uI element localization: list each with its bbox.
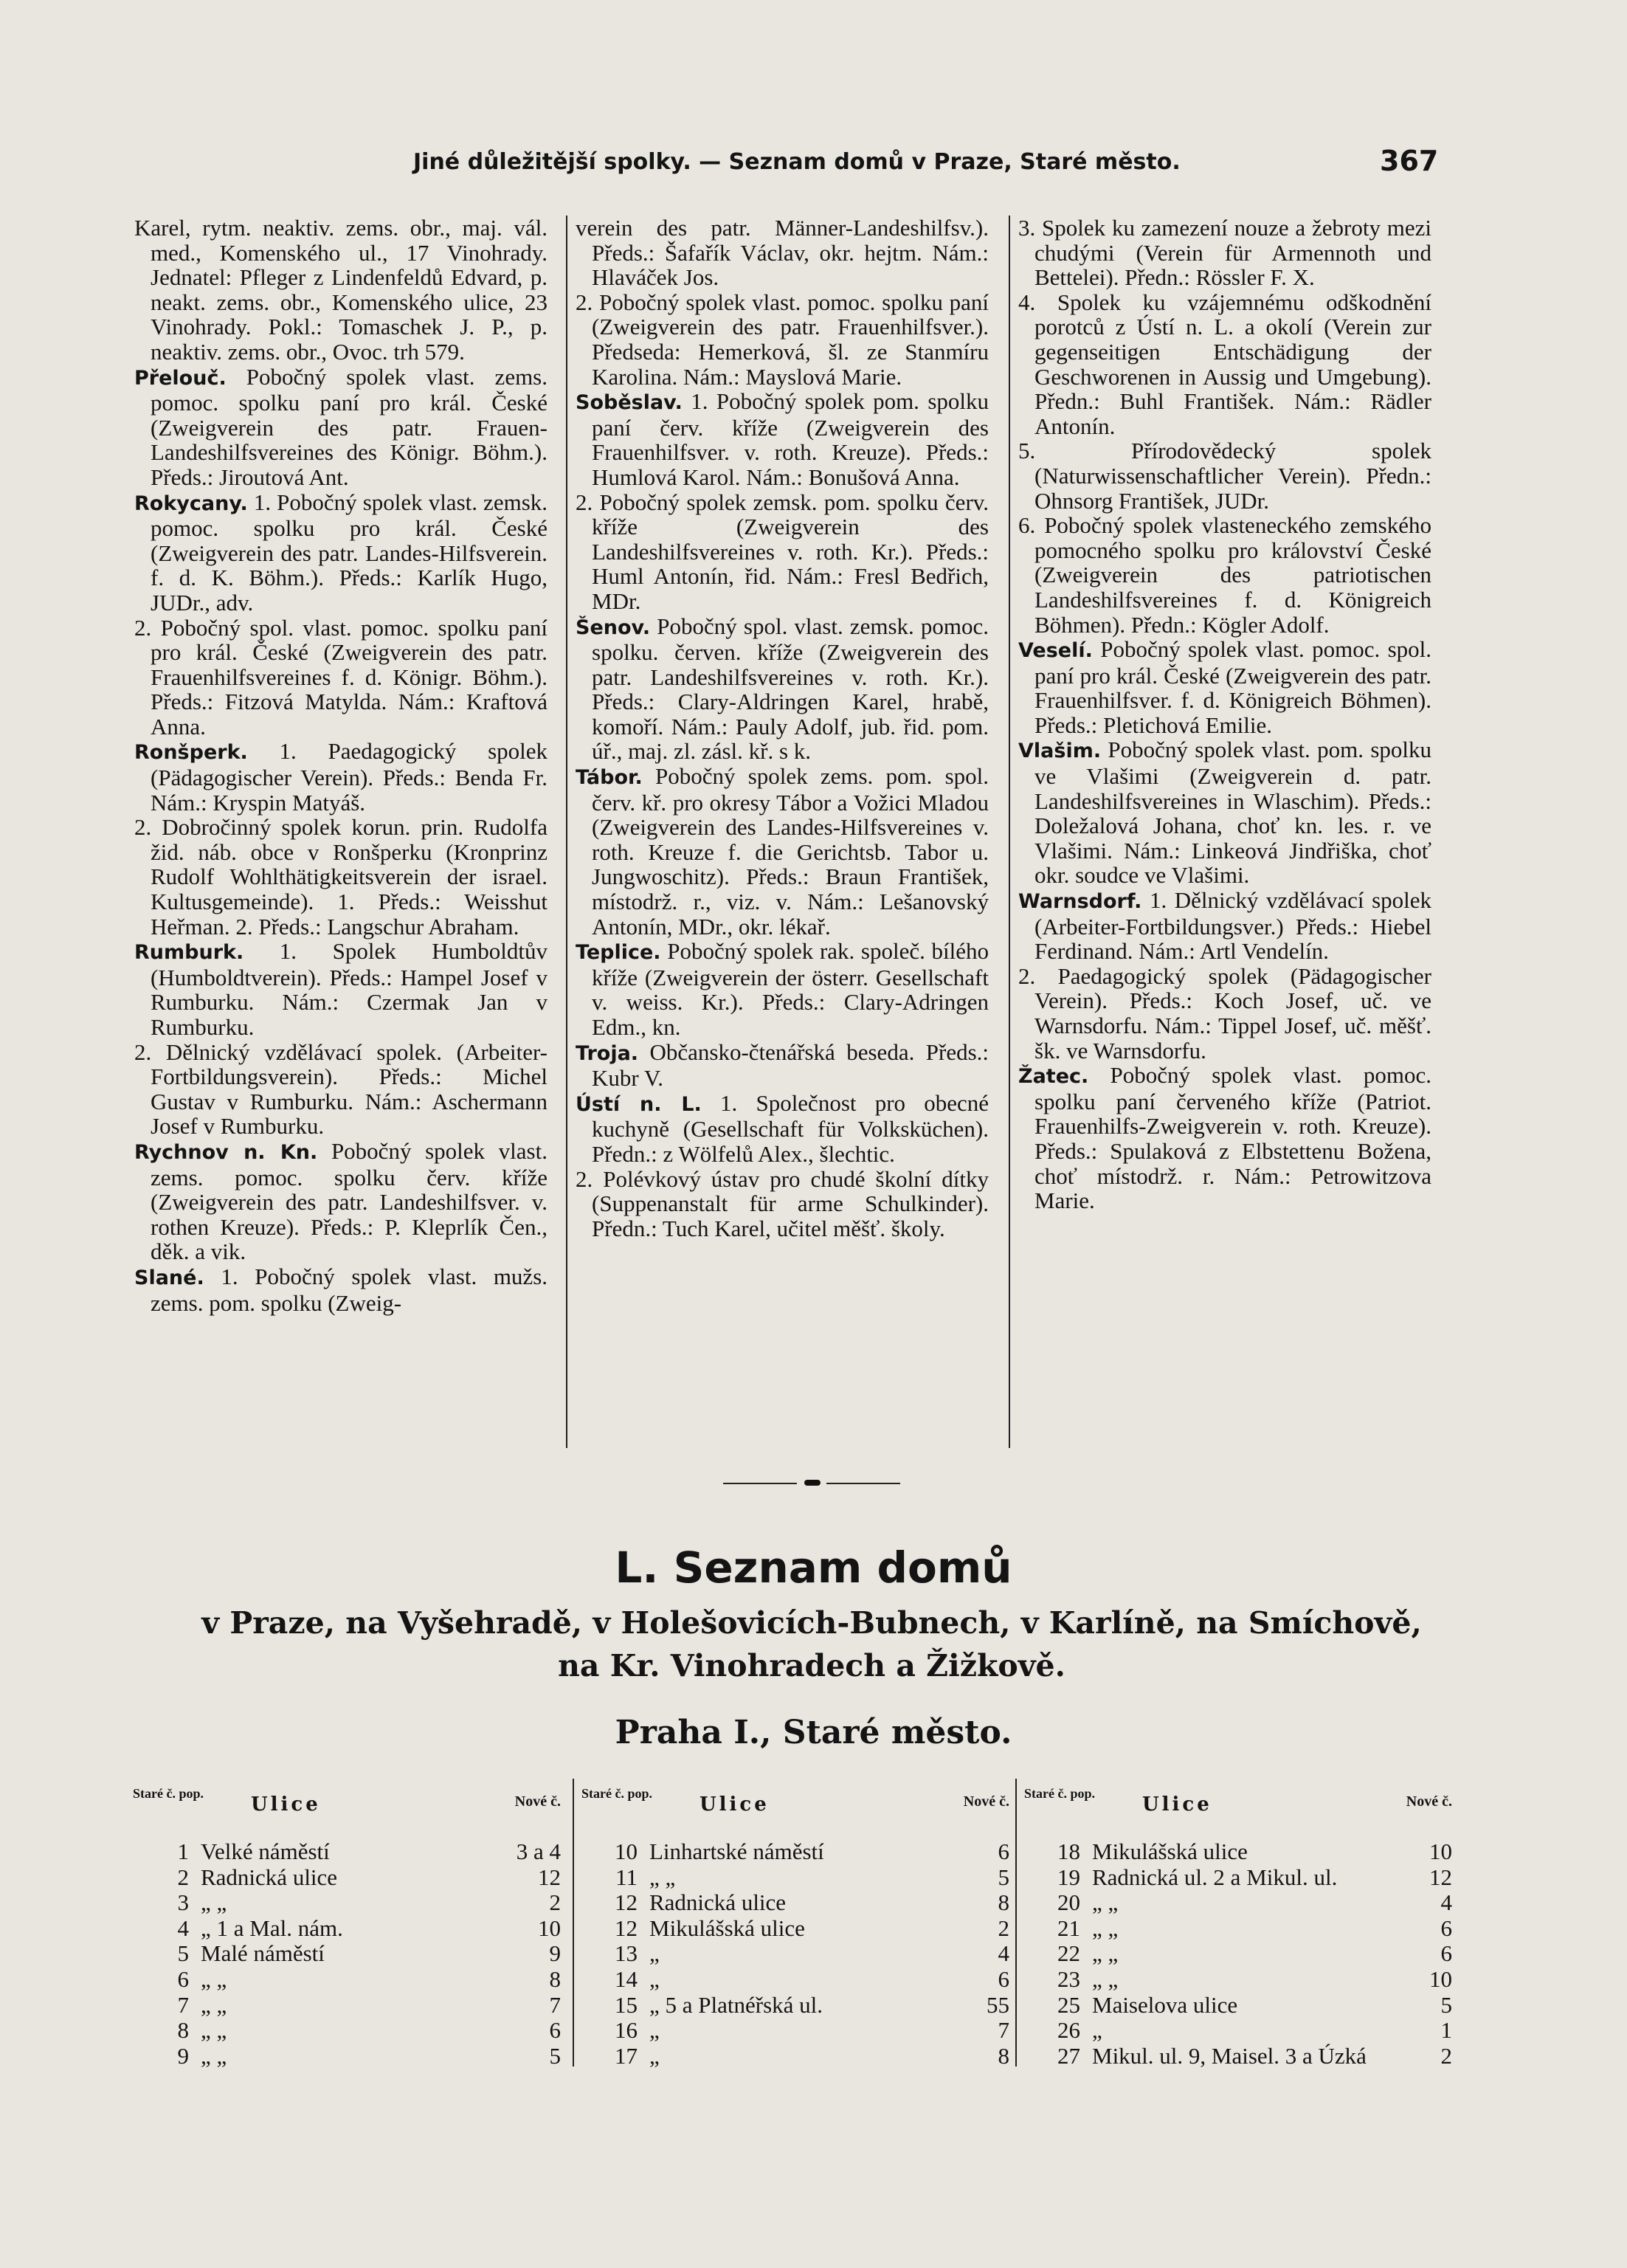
page-number: 367 xyxy=(1380,145,1439,177)
street-name: Linhartské náměstí xyxy=(649,1838,824,1864)
new-number: 7 xyxy=(549,1991,561,2018)
table-row xyxy=(133,1967,561,1993)
table-row xyxy=(1024,2018,1452,2044)
entry-place: Ronšperk. xyxy=(134,741,248,765)
street-name: „ xyxy=(649,1940,660,1967)
old-number: 20 xyxy=(1057,1889,1080,1916)
header-street: Ulice xyxy=(251,1793,321,1816)
entry-text: Pobočný spolek vlast. zems. pomoc. spolku paní pro král. České (Zweigverein des patr. Frauen-Landeshilfsvereines des Königr. Böhm.). Předs.: Jiroutová Ant. xyxy=(151,363,548,490)
entry-place: Rumburk. xyxy=(134,941,244,965)
directory-entry xyxy=(134,1040,547,1139)
directory-entry xyxy=(1018,513,1431,637)
directory-entry xyxy=(134,1139,547,1264)
new-number: 2 xyxy=(998,1914,1009,1941)
street-name: Malé náměstí xyxy=(201,1940,325,1967)
directory-entry xyxy=(576,290,989,389)
street-name: „ „ xyxy=(201,2042,227,2069)
old-number: 12 xyxy=(615,1914,638,1941)
old-number: 27 xyxy=(1057,2042,1080,2069)
entry-text: Pobočný spolek vlast. zems. pomoc. spolku červ. kříže (Zweigverein des patr. Landeshilfsver. v. rothen Kreuze). Předs.: P. Kleprlík Čen., děk. a vik. xyxy=(151,1137,547,1265)
entry-place: Warnsdorf. xyxy=(1018,890,1142,914)
entry-text: 2. Pobočný spolek vlast. pomoc. spolku paní (Zweigverein des patr. Frauenhilfsver.). Předseda: Hemerková, šl. ze Stanmíru Karolina. Nám.: Mayslová Marie. xyxy=(576,289,989,390)
entry-text: Pobočný spol. vlast. zemsk. pomoc. spolku. červen. kříže (Zweigverein des patr. Landeshilfsvereines v. roth. Kr.). Předs.: Clary-Aldringen Karel, hrabě, komoří. Nám.: Pauly Adolf, jub. řid. pom. úř., maj. zl. zásl. kř. s k. xyxy=(592,613,989,765)
old-number: 7 xyxy=(177,1991,189,2018)
directory-entry xyxy=(1018,737,1431,888)
old-number: 2 xyxy=(177,1864,189,1890)
entry-text: Pobočný spolek rak. společ. bílého kříže (Zweigverein der österr. Gesellschaft v. weiss. Kr.). Předs.: Clary-Adringen Edm., kn. xyxy=(592,938,989,1040)
entry-text: 1. Pobočný spolek pom. spolku paní červ. kříže (Zweigverein des Frauenhilfsver. v. roth. Kreuze). Předs.: Humlová Karol. Nám.: Bonušová Anna. xyxy=(592,388,989,490)
new-number: 5 xyxy=(998,1864,1009,1890)
entry-text: Pobočný spolek vlast. pomoc. spol. paní pro král. České (Zweigverein des patr. Frauenhilfsver. f. d. Königreich Böhmen). Předs.: Pletichová Emilie. xyxy=(1034,636,1431,738)
directory-entry xyxy=(1018,1063,1431,1213)
header-old-number: Staré č. pop. xyxy=(133,1786,204,1801)
old-number: 8 xyxy=(177,2017,189,2044)
old-number: 26 xyxy=(1057,2017,1080,2044)
header-new-number: Nové č. xyxy=(1406,1793,1452,1810)
street-name: „ xyxy=(649,2017,660,2044)
new-number: 4 xyxy=(998,1940,1009,1967)
old-number: 4 xyxy=(177,1914,189,1941)
entry-text: 2. Dobročinný spolek korun. prin. Rudolfa žid. náb. obce v Ronšperku (Kronprinz Rudolf Wohlthätigkeitsverein der israel. Kultusgemeinde). 1. Předs.: Weisshut Heřman. 2. Předs.: Langschur Abraham. xyxy=(134,814,547,940)
new-number: 7 xyxy=(998,2017,1009,2044)
old-number: 16 xyxy=(615,2017,638,2044)
street-name: „ „ xyxy=(1092,1965,1119,1992)
directory-entry xyxy=(134,739,547,815)
section-subheading xyxy=(118,1602,1505,1687)
new-number: 9 xyxy=(549,1940,561,1967)
table-row xyxy=(581,1916,1009,1942)
old-number: 23 xyxy=(1057,1965,1080,1992)
text-column-3 xyxy=(1018,216,1431,1213)
ornamental-divider xyxy=(723,1482,900,1485)
header-old-number: Staré č. pop. xyxy=(581,1786,652,1801)
header-old-number: Staré č. pop. xyxy=(1024,1786,1095,1801)
street-name: Radnická ulice xyxy=(649,1889,787,1916)
table-row xyxy=(133,1993,561,2019)
street-name: „ xyxy=(1092,2017,1102,2044)
new-number: 8 xyxy=(998,2042,1009,2069)
street-name: „ „ xyxy=(1092,1889,1119,1916)
entry-text: 1. Dělnický vzdělávací spolek (Arbeiter-Fortbildungsver.) Předs.: Hiebel Ferdinand. Nám.: Artl Vendelín. xyxy=(1034,887,1432,965)
directory-entry xyxy=(134,815,547,939)
house-table-column-2 xyxy=(581,1786,1009,2069)
old-number: 14 xyxy=(615,1965,638,1992)
new-number: 2 xyxy=(549,1889,561,1916)
header-new-number: Nové č. xyxy=(514,1793,561,1810)
text-column-2 xyxy=(576,216,989,1241)
new-number: 8 xyxy=(998,1889,1009,1916)
table-row xyxy=(581,1839,1009,1865)
street-name: „ „ xyxy=(1092,1914,1119,1941)
table-header xyxy=(133,1786,561,1835)
street-name: Mikul. ul. 9, Maisel. 3 a Úzká xyxy=(1092,2042,1367,2069)
new-number: 12 xyxy=(1429,1864,1452,1890)
entry-text: 2. Dělnický vzdělávací spolek. (Arbeiter-Fortbildungsverein). Předs.: Michel Gustav v Rumburku. Nám.: Aschermann Josef v Rumburku. xyxy=(134,1038,547,1140)
directory-entry xyxy=(1018,290,1431,439)
table-row xyxy=(1024,1941,1452,1967)
table-row xyxy=(581,2044,1009,2069)
entry-text: 2. Pobočný spolek zemsk. pom. spolku červ. kříže (Zweigverein des Landeshilfsvereines v. roth. Kr.). Předs.: Huml Antonín, řid. Nám.: Fresl Bedřich, MDr. xyxy=(576,489,989,614)
entry-text: 2. Polévkový ústav pro chudé školní dítky (Suppenanstalt für arme Schulkinder). Předn.: Tuch Karel, učitel měšť. školy. xyxy=(576,1165,989,1241)
old-number: 3 xyxy=(177,1889,189,1916)
old-number: 10 xyxy=(615,1838,638,1864)
directory-entry xyxy=(576,216,989,290)
street-name: Mikulášská ulice xyxy=(1092,1838,1248,1864)
table-row xyxy=(1024,1916,1452,1942)
street-name: „ „ xyxy=(201,1991,227,2018)
old-number: 5 xyxy=(177,1940,189,1967)
table-row xyxy=(1024,2044,1452,2069)
old-number: 17 xyxy=(615,2042,638,2069)
section-heading: L. Seznam domů xyxy=(615,1543,1012,1593)
directory-entry xyxy=(134,1264,547,1315)
table-row xyxy=(133,2044,561,2069)
table-row xyxy=(133,1839,561,1865)
house-table-column-1 xyxy=(133,1786,561,2069)
entry-place: Šenov. xyxy=(576,616,651,639)
header-street: Ulice xyxy=(1142,1793,1212,1816)
new-number: 5 xyxy=(1440,1991,1452,2018)
old-number: 19 xyxy=(1057,1864,1080,1890)
entry-text: 2. Pobočný spol. vlast. pomoc. spolku paní pro král. České (Zweigverein des patr. Frauenhilfsvereines f. d. Königr. Böhm.). Předs.: Fitzová Matylda. Nám.: Kraftová Anna. xyxy=(134,614,547,740)
street-name: Velké náměstí xyxy=(201,1838,330,1864)
old-number: 21 xyxy=(1057,1914,1080,1941)
table-row xyxy=(581,1890,1009,1916)
table-row xyxy=(133,1941,561,1967)
directory-entry xyxy=(1018,216,1431,290)
entry-text: Pobočný spolek vlast. pomoc. spolku paní červeného kříže (Patriot. Frauenhilfs-Zweigverein v. roth. Kreuze). Předs.: Spulaková z Elbstettenu Božena, choť místodrž. r. Nám.: Petrowitzova Marie. xyxy=(1034,1062,1432,1214)
new-number: 8 xyxy=(549,1965,561,1992)
entry-text: 1. Pobočný spolek vlast. zemsk. pomoc. spolku pro král. České (Zweigverein des patr. Landes-Hilfsverein. f. d. K. Böhm.). Předs.: Karlík Hugo, JUDr., adv. xyxy=(151,489,548,616)
table-row xyxy=(581,1993,1009,2019)
directory-entry xyxy=(576,490,989,614)
old-number: 22 xyxy=(1057,1940,1080,1967)
directory-entry xyxy=(1018,888,1431,964)
table-row xyxy=(1024,1865,1452,1891)
directory-entry xyxy=(1018,637,1431,737)
header-street: Ulice xyxy=(699,1793,770,1816)
street-name: „ „ xyxy=(1092,1940,1119,1967)
directory-entry xyxy=(1018,964,1431,1063)
subheading-line-2: na Kr. Vinohradech a Žižkově. xyxy=(558,1648,1065,1683)
table-row xyxy=(1024,1967,1452,1993)
directory-entry xyxy=(134,216,547,365)
new-number: 5 xyxy=(549,2042,561,2069)
entry-text: 3. Spolek ku zamezení nouze a žebroty mezi chudými (Verein für Armennoth und Bettelei). Předn.: Rössler F. X. xyxy=(1018,215,1431,291)
new-number: 55 xyxy=(987,1991,1009,2018)
entry-place: Troja. xyxy=(576,1041,639,1065)
entry-text: 1. Pobočný spolek vlast. mužs. zems. pom. spolku (Zweig- xyxy=(151,1263,548,1316)
table-row xyxy=(581,1941,1009,1967)
entry-place: Rychnov n. Kn. xyxy=(134,1140,318,1164)
new-number: 10 xyxy=(1429,1965,1452,1992)
old-number: 25 xyxy=(1057,1991,1080,2018)
directory-entry xyxy=(134,939,547,1039)
street-name: „ „ xyxy=(201,1965,227,1992)
table-header xyxy=(1024,1786,1452,1835)
new-number: 3 a 4 xyxy=(516,1838,561,1864)
old-number: 1 xyxy=(177,1838,189,1864)
street-name: „ „ xyxy=(201,2017,227,2044)
entry-place: Teplice. xyxy=(576,941,661,965)
new-number: 12 xyxy=(538,1864,561,1890)
running-header: Jiné důležitější spolky. — Seznam domů v Praze, Staré město. xyxy=(413,149,1181,175)
entry-place: Přelouč. xyxy=(134,366,227,390)
column-rule xyxy=(1009,216,1010,1448)
entry-text: Občansko-čtenářská beseda. Předs.: Kubr V. xyxy=(592,1038,989,1092)
entry-text: Karel, rytm. neaktiv. zems. obr., maj. vál. med., Komenského ul., 17 Vinohrady. Jednatel: Pfleger z Lindenfeldů Edvard, p. neakt. zems. obr., Komenského ulice, 23 Vinohrady. Pokl.: Tomaschek J. P., p. neaktiv. zems. obr., Ovoc. trh 579. xyxy=(134,215,547,365)
entry-place: Soběslav. xyxy=(576,391,683,415)
table-row xyxy=(1024,1993,1452,2019)
entry-text: 1. Spolek Humboldtův (Humboldtverein). Předs.: Hampel Josef v Rumburku. Nám.: Czermak Jan v Rumburku. xyxy=(151,938,547,1040)
header-new-number: Nové č. xyxy=(963,1793,1009,1810)
street-name: „ xyxy=(649,2042,660,2069)
street-name: „ xyxy=(649,1965,660,1992)
entry-text: verein des patr. Männer-Landeshilfsv.). Předs.: Šafařík Václav, okr. hejtm. Nám.: Hlaváček Jos. xyxy=(576,215,989,291)
directory-entry xyxy=(576,1091,989,1167)
new-number: 6 xyxy=(998,1965,1009,1992)
subheading-line-1: v Praze, na Vyšehradě, v Holešovicích-Bubnech, v Karlíně, na Smíchově, xyxy=(201,1605,1422,1641)
entry-place: Tábor. xyxy=(576,766,643,790)
column-rule xyxy=(566,216,567,1448)
entry-place: Rokycany. xyxy=(134,492,248,515)
directory-entry xyxy=(576,614,989,765)
directory-entry xyxy=(576,1167,989,1241)
new-number: 6 xyxy=(1440,1914,1452,1941)
entry-place: Vlašim. xyxy=(1018,740,1102,763)
table-row xyxy=(1024,1839,1452,1865)
table-column-rule xyxy=(1015,1779,1017,2067)
new-number: 6 xyxy=(998,1838,1009,1864)
directory-entry xyxy=(134,365,547,490)
new-number: 2 xyxy=(1440,2042,1452,2069)
text-column-1 xyxy=(134,216,547,1315)
entry-text: 6. Pobočný spolek vlasteneckého zemského pomocného spolku pro království České (Zweigverein des patriotischen Landeshilfsvereines f. d. Königreich Böhmen). Předn.: Kögler Adolf. xyxy=(1018,512,1431,638)
old-number: 12 xyxy=(615,1889,638,1916)
table-row xyxy=(1024,1890,1452,1916)
entry-place: Veselí. xyxy=(1018,639,1093,663)
table-row xyxy=(133,1890,561,1916)
directory-entry xyxy=(134,616,547,740)
directory-entry xyxy=(134,490,547,616)
entry-text: 1. Paedagogický spolek (Pädagogischer Verein). Předs.: Benda Fr. Nám.: Kryspin Matyáš. xyxy=(151,738,547,816)
entry-place: Ústí n. L. xyxy=(576,1092,702,1116)
new-number: 10 xyxy=(538,1914,561,1941)
house-table-column-3 xyxy=(1024,1786,1452,2069)
entry-place: Žatec. xyxy=(1018,1065,1089,1089)
old-number: 11 xyxy=(615,1864,638,1890)
street-name: „ 5 a Platnéřská ul. xyxy=(649,1991,823,2018)
street-name: „ „ xyxy=(201,1889,227,1916)
entry-place: Slané. xyxy=(134,1266,204,1289)
table-row xyxy=(133,1865,561,1891)
entry-text: 5. Přírodovědecký spolek (Naturwissenschaftlicher Verein). Předn.: Ohnsorg František, JUDr. xyxy=(1018,438,1431,514)
old-number: 6 xyxy=(177,1965,189,1992)
old-number: 18 xyxy=(1057,1838,1080,1864)
table-column-rule xyxy=(573,1779,574,2067)
entry-text: 1. Společnost pro obecné kuchyně (Gesellschaft für Volksküchen). Předn.: z Wölfelů Alex., šlechtic. xyxy=(592,1089,989,1167)
old-number: 13 xyxy=(615,1940,638,1967)
new-number: 10 xyxy=(1429,1838,1452,1864)
directory-entry xyxy=(576,389,989,489)
new-number: 1 xyxy=(1440,2017,1452,2044)
street-name: „ „ xyxy=(649,1864,676,1890)
street-name: Radnická ulice xyxy=(201,1864,338,1890)
directory-entry xyxy=(1018,438,1431,513)
table-row xyxy=(581,2018,1009,2044)
directory-entry xyxy=(576,764,989,939)
street-name: Mikulášská ulice xyxy=(649,1914,805,1941)
table-row xyxy=(581,1865,1009,1891)
entry-text: 2. Paedagogický spolek (Pädagogischer Verein). Předs.: Koch Josef, uč. ve Warnsdorfu. Nám.: Tippel Josef, uč. měšť. šk. ve Warnsdorfu. xyxy=(1018,962,1431,1064)
street-name: „ 1 a Mal. nám. xyxy=(201,1914,343,1941)
district-heading: Praha I., Staré město. xyxy=(615,1714,1012,1751)
street-name: Maiselova ulice xyxy=(1092,1991,1238,2018)
table-row xyxy=(133,1916,561,1942)
old-number: 15 xyxy=(615,1991,638,2018)
entry-text: Pobočný spolek zems. pom. spol. červ. kř. pro okresy Tábor a Vožici Mladou (Zweigverein des Landes-Hilfsvereines v. roth. Kreuze f. die Gerichtsb. Tabor u. Jungwoschitz). Předs.: Braun František, místodrž. r., viz. v. Nám.: Lešanovský Antonín, MDr., okr. lékař. xyxy=(592,763,989,940)
directory-entry xyxy=(576,1040,989,1091)
street-name: Radnická ul. 2 a Mikul. ul. xyxy=(1092,1864,1338,1890)
directory-entry xyxy=(576,939,989,1039)
old-number: 9 xyxy=(177,2042,189,2069)
entry-text: 4. Spolek ku vzájemnému odškodnění porotců z Ústí n. L. a okolí (Verein zur gegenseitigen Entschädigung der Geschworenen in Aussig und Umgebung). Předn.: Buhl František. Nám.: Rädler Antonín. xyxy=(1018,289,1431,439)
new-number: 6 xyxy=(549,2017,561,2044)
entry-text: Pobočný spolek vlast. pom. spolku ve Vlašimi (Zweigverein d. patr. Landeshilfsvereines in Wlaschim). Předs.: Doležalová Johana, choť kn. les. r. ve Vlašimi. Nám.: Linkeová Jindřiška, choť okr. soudce ve Vlašimi. xyxy=(1034,737,1431,889)
new-number: 4 xyxy=(1440,1889,1452,1916)
new-number: 6 xyxy=(1440,1940,1452,1967)
table-row xyxy=(581,1967,1009,1993)
table-header xyxy=(581,1786,1009,1835)
table-row xyxy=(133,2018,561,2044)
